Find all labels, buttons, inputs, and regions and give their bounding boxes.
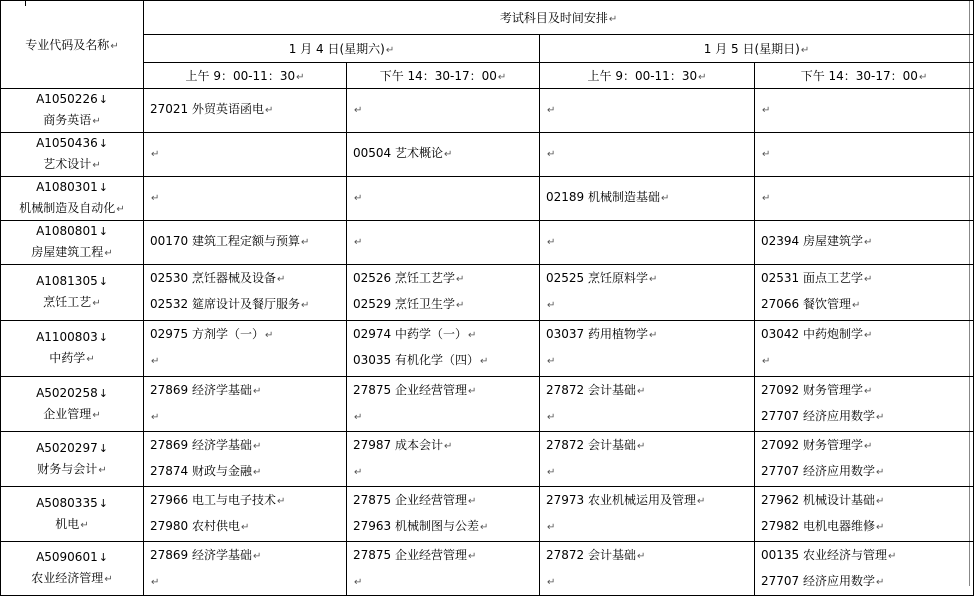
exam-entry: ↵ [151,356,160,367]
exam-entry: 03042 中药炮制学↵ [761,327,873,341]
exam-cell [540,265,755,321]
major-cell: A1080301↓ 机械制造及自动化↵ [1,177,144,221]
header-row-sessions [1,63,974,89]
exam-entry: 03035 有机化学（四）↵ [353,353,489,367]
exam-entry: ↵ [547,522,556,533]
exam-entry: 27707 经济应用数学↵ [761,409,885,423]
exam-entry: 27872 会计基础↵ [546,383,646,397]
exam-entry: 03037 药用植物学↵ [546,327,658,341]
day1-morning-header: 上午 9：00-11：30↵ [144,63,347,89]
exam-cell [755,221,974,265]
exam-entry: 02530 烹饪器械及设备↵ [150,271,286,285]
exam-cell [347,265,540,321]
exam-entry: 00170 建筑工程定额与预算↵ [150,234,310,248]
exam-entry: 27869 经济学基础↵ [150,548,262,562]
exam-entry: 27987 成本会计↵ [353,438,453,452]
exam-cell [755,89,974,133]
exam-cell [755,432,974,487]
exam-entry: 02975 方剂学（一）↵ [150,327,274,341]
exam-entry: ↵ [354,412,363,423]
major-name: 商务英语 [43,113,92,127]
exam-entry: 27066 餐饮管理↵ [761,297,861,311]
exam-entry: ↵ [354,105,363,116]
exam-entry: ↵ [151,412,160,423]
major-cell: A5090601↓ 农业经济管理↵ [1,542,144,596]
exam-entry: 27092 财务管理学↵ [761,383,873,397]
table-row [1,133,974,177]
major-name: 房屋建筑工程 [31,245,104,259]
exam-entry: 27021 外贸英语函电↵ [150,102,274,116]
exam-cell [540,487,755,542]
exam-cell [540,89,755,133]
exam-cell [755,321,974,377]
exam-entry: 27982 电机电器维修↵ [761,519,885,533]
major-code: A1080301 [36,180,98,194]
table-row [1,432,974,487]
exam-entry: 27707 经济应用数学↵ [761,464,885,478]
exam-cell [540,542,755,596]
exam-entry: 27874 财政与金融↵ [150,464,262,478]
exam-entry: 02526 烹饪工艺学↵ [353,271,465,285]
exam-cell [144,321,347,377]
exam-entry: ↵ [547,467,556,478]
exam-cell [347,133,540,177]
major-name: 机电 [55,516,80,531]
major-code: A1080801 [36,224,98,238]
exam-entry: 27875 企业经营管理↵ [353,548,477,562]
exam-entry: 02531 面点工艺学↵ [761,271,873,285]
exam-entry: ↵ [547,300,556,311]
exam-entry: ↵ [547,356,556,367]
exam-entry: 27875 企业经营管理↵ [353,493,477,507]
exam-entry: ↵ [151,577,160,588]
exam-entry: 02394 房屋建筑学↵ [761,234,873,248]
major-name: 财务与会计 [37,461,98,476]
major-cell: A1050226↓ 商务英语↵ [1,89,144,133]
day1-afternoon-header: 下午 14：30-17：00↵ [347,63,540,89]
header-row-days [1,35,974,63]
major-code: A5020297 [36,440,98,455]
major-name: 农业经济管理 [31,571,104,585]
exam-cell [540,321,755,377]
exam-entry: ↵ [762,356,771,367]
exam-entry: 27872 会计基础↵ [546,438,646,452]
exam-entry: ↵ [762,193,771,204]
exam-entry: 27872 会计基础↵ [546,548,646,562]
day2-afternoon-header: 下午 14：30-17：00↵ [755,63,974,89]
exam-entry: ↵ [547,105,556,116]
exam-entry: ↵ [762,149,771,160]
table-row [1,377,974,432]
exam-cell [755,265,974,321]
table-row [1,177,974,221]
table-row [1,487,974,542]
exam-cell [755,177,974,221]
major-name: 烹饪工艺 [43,295,92,309]
exam-entry: 00135 农业经济与管理↵ [761,548,897,562]
exam-entry: 27707 经济应用数学↵ [761,574,885,588]
exam-entry: 00504 艺术概论↵ [353,146,453,160]
table-row [1,542,974,596]
day2-morning-header: 上午 9：00-11：30↵ [540,63,755,89]
exam-entry: 02525 烹饪原料学↵ [546,271,658,285]
exam-cell [347,377,540,432]
table-row [1,89,974,133]
major-code: A1050226 [36,92,98,106]
major-column-header: 专业代码及名称↵ [1,1,144,89]
exam-entry: 02189 机械制造基础↵ [546,190,670,204]
exam-cell [144,487,347,542]
major-code: A5090601 [36,550,98,564]
major-name: 艺术设计 [43,157,92,171]
exam-entry: 02974 中药学（一）↵ [353,327,477,341]
header-row-title [1,1,974,35]
day2-header: 1 月 5 日(星期日)↵ [540,35,974,63]
exam-entry: ↵ [151,149,160,160]
major-name: 企业管理 [43,406,92,421]
major-code: A1081305 [36,274,98,288]
table-row [1,265,974,321]
exam-cell [347,177,540,221]
exam-cell [347,321,540,377]
schedule-title: 考试科目及时间安排↵ [144,1,974,35]
exam-cell [144,177,347,221]
exam-cell [347,487,540,542]
day1-header: 1 月 4 日(星期六)↵ [144,35,540,63]
exam-cell [540,377,755,432]
exam-cell [755,487,974,542]
major-code: A5020258 [36,385,98,400]
exam-entry: 27973 农业机械运用及管理↵ [546,493,706,507]
exam-entry: ↵ [354,237,363,248]
exam-entry: 27966 电工与电子技术↵ [150,493,286,507]
exam-entry: ↵ [354,467,363,478]
exam-cell [540,432,755,487]
major-name: 机械制造及自动化 [19,201,116,215]
exam-entry: 27869 经济学基础↵ [150,383,262,397]
exam-entry: 02529 烹饪卫生学↵ [353,297,465,311]
exam-entry: 27962 机械设计基础↵ [761,493,885,507]
exam-entry: ↵ [354,577,363,588]
exam-cell [144,542,347,596]
exam-entry: ↵ [547,237,556,248]
exam-cell [755,542,974,596]
exam-cell [540,221,755,265]
exam-cell [347,432,540,487]
exam-cell [144,221,347,265]
exam-entry: 27092 财务管理学↵ [761,438,873,452]
table-row [1,221,974,265]
major-name: 中药学 [49,351,86,365]
exam-cell [347,89,540,133]
exam-entry: 27869 经济学基础↵ [150,438,262,452]
exam-entry: 02532 筵席设计及餐厅服务↵ [150,297,310,311]
exam-cell [144,89,347,133]
major-cell: A5020258↓ 企业管理↵ [1,377,144,432]
major-cell: A1100803↓ 中药学↵ [1,321,144,377]
exam-cell [144,377,347,432]
major-code: A5080335 [36,495,98,510]
major-cell: A1081305↓ 烹饪工艺↵ [1,265,144,321]
exam-entry: 27963 机械制图与公差↵ [353,519,489,533]
exam-cell [755,133,974,177]
major-cell: A5080335↓ 机电↵ [1,487,144,542]
major-code: A1050436 [36,136,98,150]
major-cell: A1080801↓ 房屋建筑工程↵ [1,221,144,265]
exam-cell [347,221,540,265]
exam-entry: ↵ [547,577,556,588]
major-cell: A5020297↓ 财务与会计↵ [1,432,144,487]
exam-cell [755,377,974,432]
exam-entry: 27980 农村供电↵ [150,519,250,533]
major-code: A1100803 [36,330,98,344]
table-row [1,321,974,377]
exam-cell [144,432,347,487]
exam-entry: ↵ [151,193,160,204]
exam-entry: ↵ [354,193,363,204]
exam-cell [540,177,755,221]
exam-cell [144,133,347,177]
exam-cell [540,133,755,177]
exam-cell [347,542,540,596]
exam-entry: ↵ [547,412,556,423]
exam-entry: 27875 企业经营管理↵ [353,383,477,397]
exam-cell [144,265,347,321]
major-cell: A1050436↓ 艺术设计↵ [1,133,144,177]
exam-entry: ↵ [547,149,556,160]
exam-entry: ↵ [762,105,771,116]
